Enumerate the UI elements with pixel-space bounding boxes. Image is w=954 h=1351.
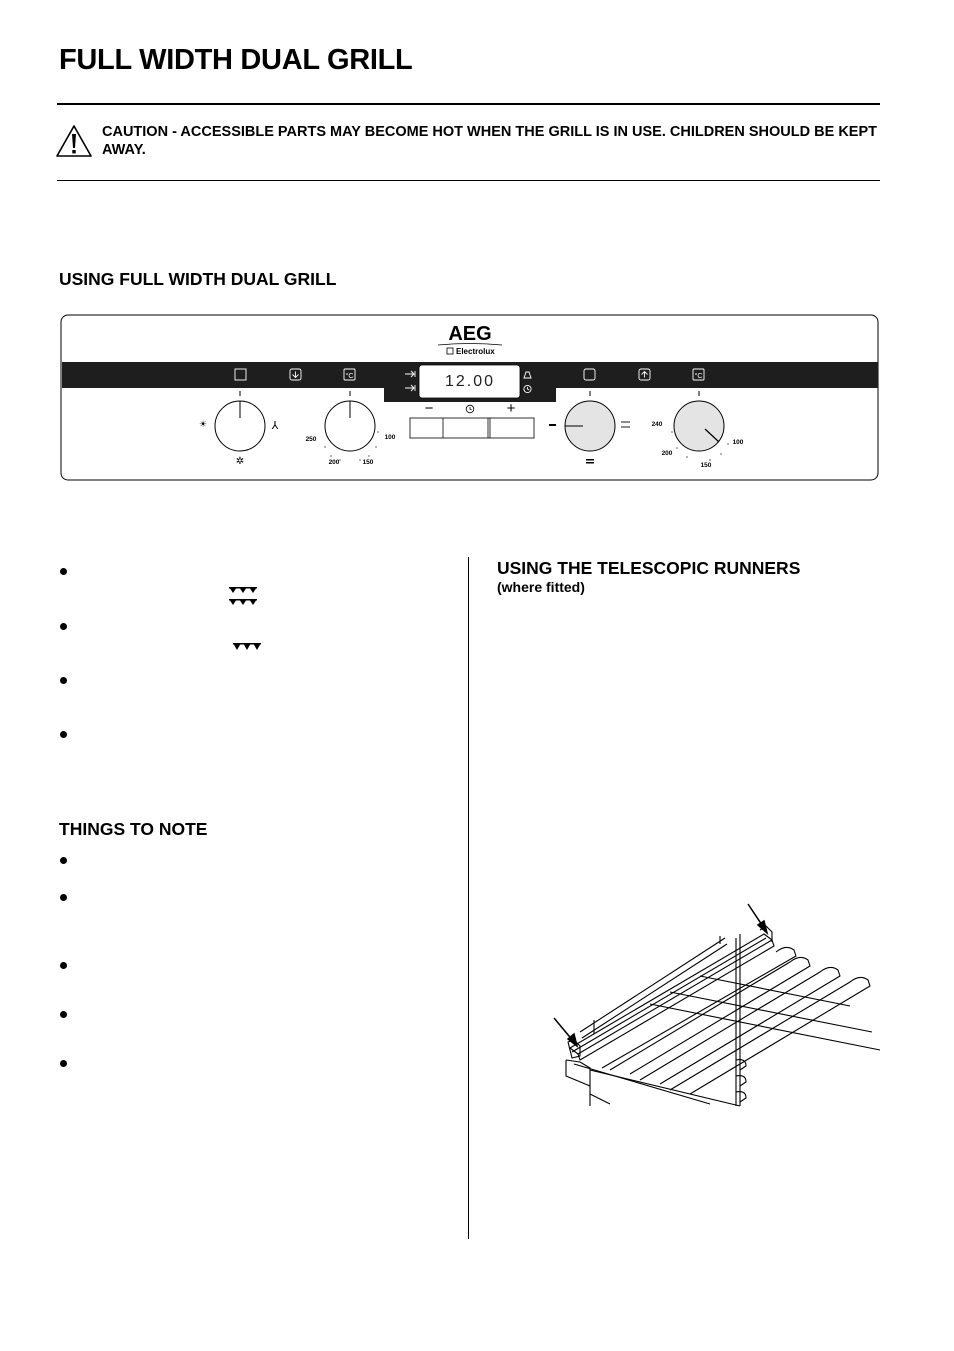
timer-minus-symbol: − [424,400,434,417]
things-to-note-heading: THINGS TO NOTE [59,819,208,839]
fan-icon: ⅄ [271,420,279,432]
bullet-3 [60,677,67,684]
bullet-1 [60,568,67,575]
telescopic-heading: USING THE TELESCOPIC RUNNERS [497,558,801,578]
column-divider [468,557,469,1239]
telescopic-runner-illustration [550,900,885,1110]
control-panel-illustration [60,314,880,482]
section-heading: USING FULL WIDTH DUAL GRILL [59,269,337,289]
timer-button-bar [410,418,534,438]
oven-temp-label-150: 150 [362,459,374,466]
time-display-value: 12.00 [444,373,496,390]
note-bullet-1 [60,857,67,864]
grill-temperature-knob [674,401,724,451]
svg-text:☀: ☀ [198,419,208,429]
dual-grill-symbol-icon [229,587,259,609]
telescopic-subheading: (where fitted) [497,579,585,595]
arrow-rear-stop [748,904,767,933]
oven-temp-label-250: 250 [305,436,317,443]
arrow-front-stop [554,1018,577,1046]
note-bullet-4 [60,1011,67,1018]
note-bullet-5 [60,1060,67,1067]
oven-temp-label-100: 100 [384,434,396,441]
note-bullet-2 [60,894,67,901]
sub-brand-logo: Electrolux [456,347,495,356]
svg-text:°C: °C [345,373,354,380]
note-bullet-3 [60,962,67,969]
bullet-2 [60,623,67,630]
oven-temp-label-200: 200 [328,459,340,466]
brand-logo: AEG [448,323,492,345]
grill-temp-label-100: 100 [732,439,744,446]
grill-temp-label-240: 240 [651,421,663,428]
grill-temp-label-200: 200 [661,450,673,457]
defrost-icon: ✲ [235,456,245,467]
page-title: FULL WIDTH DUAL GRILL [59,44,413,76]
grill-symbol-icon [233,643,263,653]
timer-plus-symbol: + [506,400,516,417]
bullet-4 [60,731,67,738]
caution-bottom-rule [57,180,880,181]
warning-triangle-icon [55,124,93,158]
svg-text:°C: °C [694,373,703,380]
half-grill-icon [549,424,556,426]
grill-temp-label-150: 150 [700,462,712,469]
top-rule [57,103,880,105]
caution-text: CAUTION - ACCESSIBLE PARTS MAY BECOME HOT WHEN THE GRILL IS IN USE. CHILDREN SHOULD BE KEPT AWAY. [102,124,877,158]
